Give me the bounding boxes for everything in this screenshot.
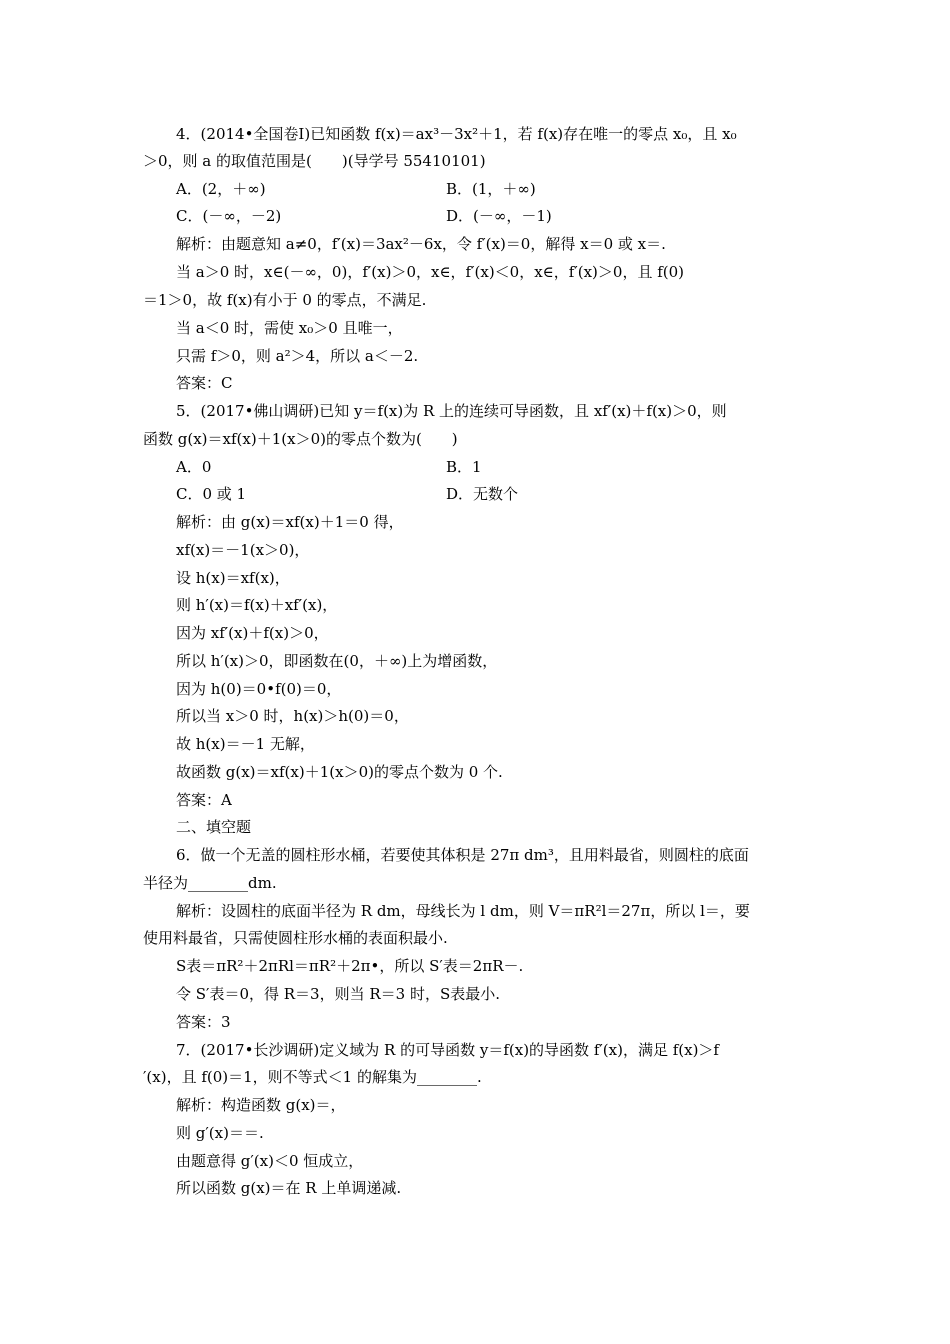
problem-4-solution-line-1: 解析：由题意知 a≠0，f′(x)＝3ax²－6x，令 f′(x)＝0，解得 x＝0 或 x＝. bbox=[176, 235, 666, 253]
problem-6-solution-line-3: S表＝πR²＋2πRl＝πR²＋2π•，所以 S′表＝2πR－. bbox=[176, 957, 524, 975]
problem-7-stem-line-1: 7．(2017•长沙调研)定义域为 R 的可导函数 y＝f(x)的导函数 f′(x)，满足 f(x)＞f bbox=[176, 1041, 719, 1059]
problem-4-stem-line-2: ＞0，则 a 的取值范围是( )(导学号 55410101) bbox=[143, 152, 486, 170]
problem-5-solution-line-3: 设 h(x)＝xf(x)， bbox=[176, 569, 290, 587]
problem-4-stem-line-1: 4．(2014•全国卷Ⅰ)已知函数 f(x)＝ax³－3x²＋1，若 f(x)存在唯一的零点 x₀，且 x₀ bbox=[176, 125, 737, 143]
problem-5-solution-line-9: 故 h(x)＝－1 无解， bbox=[176, 735, 315, 753]
problem-7-solution-line-1: 解析：构造函数 g(x)＝， bbox=[176, 1096, 346, 1114]
problem-5-option-d: D．无数个 bbox=[446, 485, 519, 503]
problem-5-option-b: B．1 bbox=[446, 458, 482, 476]
problem-4-solution-line-3: ＝1＞0，故 f(x)有小于 0 的零点，不满足. bbox=[143, 291, 427, 309]
problem-5-stem-line-1: 5．(2017•佛山调研)已知 y＝f(x)为 R 上的连续可导函数，且 xf′(x)＋f(x)＞0，则 bbox=[176, 402, 727, 420]
problem-5-answer: 答案：A bbox=[176, 791, 232, 809]
problem-5-solution-line-8: 所以当 x＞0 时，h(x)＞h(0)＝0， bbox=[176, 707, 409, 725]
problem-6-stem-line-1: 6．做一个无盖的圆柱形水桶，若要使其体积是 27π dm³，且用料最省，则圆柱的底面 bbox=[176, 846, 749, 864]
problem-6-solution-line-2: 使用料最省，只需使圆柱形水桶的表面积最小. bbox=[143, 929, 448, 947]
problem-6-solution-line-1: 解析：设圆柱的底面半径为 R dm，母线长为 l dm，则 V＝πR²l＝27π，所以 l＝，要 bbox=[176, 902, 750, 920]
problem-5-option-c: C．0 或 1 bbox=[176, 485, 247, 503]
problem-4-option-d: D．(－∞，－1) bbox=[446, 207, 552, 225]
problem-5-solution-line-6: 所以 h′(x)＞0，即函数在(0，＋∞)上为增函数， bbox=[176, 652, 498, 670]
problem-6-answer: 答案：3 bbox=[176, 1013, 231, 1031]
section-heading-fill-in: 二、填空题 bbox=[176, 818, 252, 836]
problem-7-solution-line-2: 则 g′(x)＝＝. bbox=[176, 1124, 264, 1142]
problem-6-stem-line-2: 半径为________dm. bbox=[143, 874, 277, 892]
problem-7-solution-line-4: 所以函数 g(x)＝在 R 上单调递减. bbox=[176, 1179, 402, 1197]
problem-4-option-a: A．(2，＋∞) bbox=[176, 180, 266, 198]
problem-4-option-b: B．(1，＋∞) bbox=[446, 180, 536, 198]
problem-4-answer: 答案：C bbox=[176, 374, 233, 392]
problem-5-solution-line-5: 因为 xf′(x)＋f(x)＞0， bbox=[176, 624, 329, 642]
problem-5-solution-line-1: 解析：由 g(x)＝xf(x)＋1＝0 得， bbox=[176, 513, 404, 531]
problem-4-solution-line-4: 当 a＜0 时，需使 x₀＞0 且唯一， bbox=[176, 319, 403, 337]
problem-7-stem-line-2: ′(x)，且 f(0)＝1，则不等式＜1 的解集为________. bbox=[143, 1068, 482, 1086]
problem-4-option-c: C．(－∞，－2) bbox=[176, 207, 282, 225]
problem-5-solution-line-10: 故函数 g(x)＝xf(x)＋1(x＞0)的零点个数为 0 个. bbox=[176, 763, 503, 781]
problem-4-solution-line-2: 当 a＞0 时，x∈(－∞，0)，f′(x)＞0，x∈，f′(x)＜0，x∈，f′(x)＞0，且 f(0) bbox=[176, 263, 685, 281]
problem-7-solution-line-3: 由题意得 g′(x)＜0 恒成立， bbox=[176, 1152, 364, 1170]
problem-5-option-a: A．0 bbox=[176, 458, 212, 476]
problem-5-solution-line-4: 则 h′(x)＝f(x)＋xf′(x)， bbox=[176, 596, 338, 614]
problem-5-stem-line-2: 函数 g(x)＝xf(x)＋1(x＞0)的零点个数为( ) bbox=[143, 430, 458, 448]
problem-5-solution-line-7: 因为 h(0)＝0•f(0)＝0， bbox=[176, 680, 342, 698]
problem-6-solution-line-4: 令 S′表＝0，得 R＝3，则当 R＝3 时，S表最小. bbox=[176, 985, 501, 1003]
problem-5-solution-line-2: xf(x)＝－1(x＞0)， bbox=[176, 541, 310, 559]
problem-4-solution-line-5: 只需 f＞0，则 a²＞4，所以 a＜－2. bbox=[176, 347, 419, 365]
